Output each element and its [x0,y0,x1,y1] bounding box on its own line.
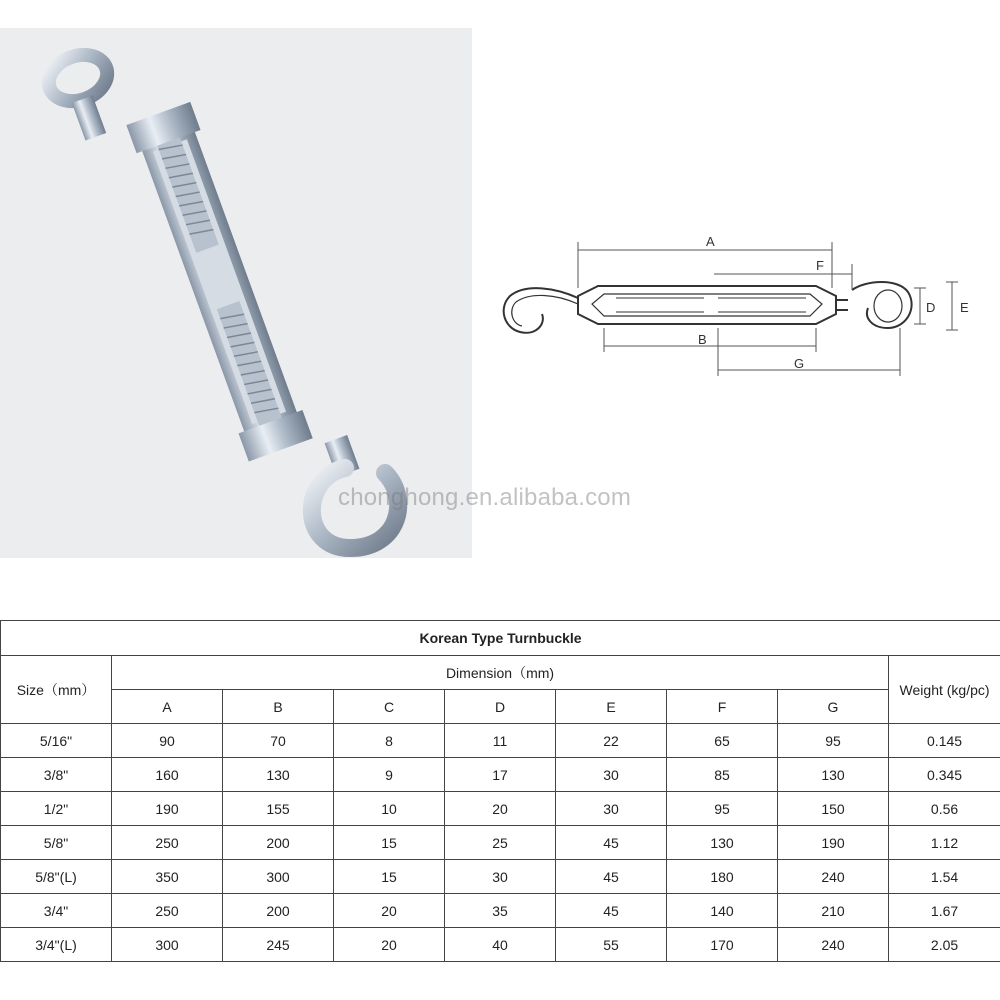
column-header: G [778,690,889,724]
table-cell: 150 [778,792,889,826]
dimension-diagram [486,228,986,388]
dimension-label-a: A [706,234,715,249]
table-cell: 0.56 [889,792,1000,826]
table-row [1,894,1000,928]
turnbuckle-photo-illustration [0,28,472,558]
column-header: C [334,690,445,724]
table-cell: 170 [667,928,778,962]
table-cell: 1/2" [1,792,112,826]
dimension-label-f: F [816,258,824,273]
table-cell: 20 [334,928,445,962]
table-cell: 240 [778,860,889,894]
table-cell: 9 [334,758,445,792]
column-header-row [1,690,1000,724]
table-cell: 5/16" [1,724,112,758]
table-cell: 90 [112,724,223,758]
table-cell: 65 [667,724,778,758]
spec-table [0,620,1000,962]
dimension-label-b: B [698,332,707,347]
watermark-text: chonghong.en.alibaba.com [338,484,632,511]
table-cell: 245 [223,928,334,962]
column-header: D [445,690,556,724]
column-header: B [223,690,334,724]
table-cell: 190 [778,826,889,860]
table-cell: 70 [223,724,334,758]
table-cell: 155 [223,792,334,826]
table-cell: 30 [556,792,667,826]
table-cell: 20 [445,792,556,826]
column-header: F [667,690,778,724]
table-cell: 210 [778,894,889,928]
table-title: Korean Type Turnbuckle [1,621,1000,656]
dimension-label-d: D [926,300,936,315]
table-cell: 350 [112,860,223,894]
table-cell: 85 [667,758,778,792]
table-cell: 20 [334,894,445,928]
table-cell: 180 [667,860,778,894]
table-row [1,860,1000,894]
table-cell: 5/8" [1,826,112,860]
column-header: A [112,690,223,724]
dimension-header: Dimension（mm) [112,656,889,690]
table-cell: 130 [223,758,334,792]
table-row [1,758,1000,792]
size-header: Size（mm） [1,656,112,724]
table-cell: 250 [112,894,223,928]
column-header: E [556,690,667,724]
turnbuckle-line-drawing [486,228,986,388]
table-cell: 0.345 [889,758,1000,792]
dimension-label-g: G [794,356,805,371]
table-cell: 11 [445,724,556,758]
table-cell: 95 [778,724,889,758]
dimension-label-e: E [960,300,969,315]
table-cell: 17 [445,758,556,792]
table-cell: 35 [445,894,556,928]
table-cell: 140 [667,894,778,928]
table-cell: 95 [667,792,778,826]
table-cell: 130 [778,758,889,792]
table-cell: 250 [112,826,223,860]
table-cell: 25 [445,826,556,860]
table-cell: 15 [334,826,445,860]
table-cell: 130 [667,826,778,860]
table-cell: 300 [112,928,223,962]
table-cell: 240 [778,928,889,962]
table-cell: 1.67 [889,894,1000,928]
table-cell: 190 [112,792,223,826]
table-row [1,792,1000,826]
table-cell: 1.12 [889,826,1000,860]
table-cell: 40 [445,928,556,962]
table-cell: 200 [223,826,334,860]
table-cell: 160 [112,758,223,792]
table-cell: 3/8" [1,758,112,792]
table-cell: 1.54 [889,860,1000,894]
weight-header: Weight (kg/pc) [889,656,1000,724]
table-cell: 3/4" [1,894,112,928]
table-cell: 45 [556,894,667,928]
table-row [1,826,1000,860]
table-row [1,724,1000,758]
table-cell: 8 [334,724,445,758]
table-row [1,928,1000,962]
table-cell: 2.05 [889,928,1000,962]
table-cell: 45 [556,826,667,860]
table-cell: 3/4"(L) [1,928,112,962]
table-cell: 10 [334,792,445,826]
table-cell: 5/8"(L) [1,860,112,894]
table-cell: 30 [556,758,667,792]
table-cell: 30 [445,860,556,894]
table-cell: 55 [556,928,667,962]
table-cell: 200 [223,894,334,928]
table-cell: 22 [556,724,667,758]
table-cell: 300 [223,860,334,894]
table-cell: 45 [556,860,667,894]
product-photo [0,28,472,558]
table-cell: 0.145 [889,724,1000,758]
table-cell: 15 [334,860,445,894]
